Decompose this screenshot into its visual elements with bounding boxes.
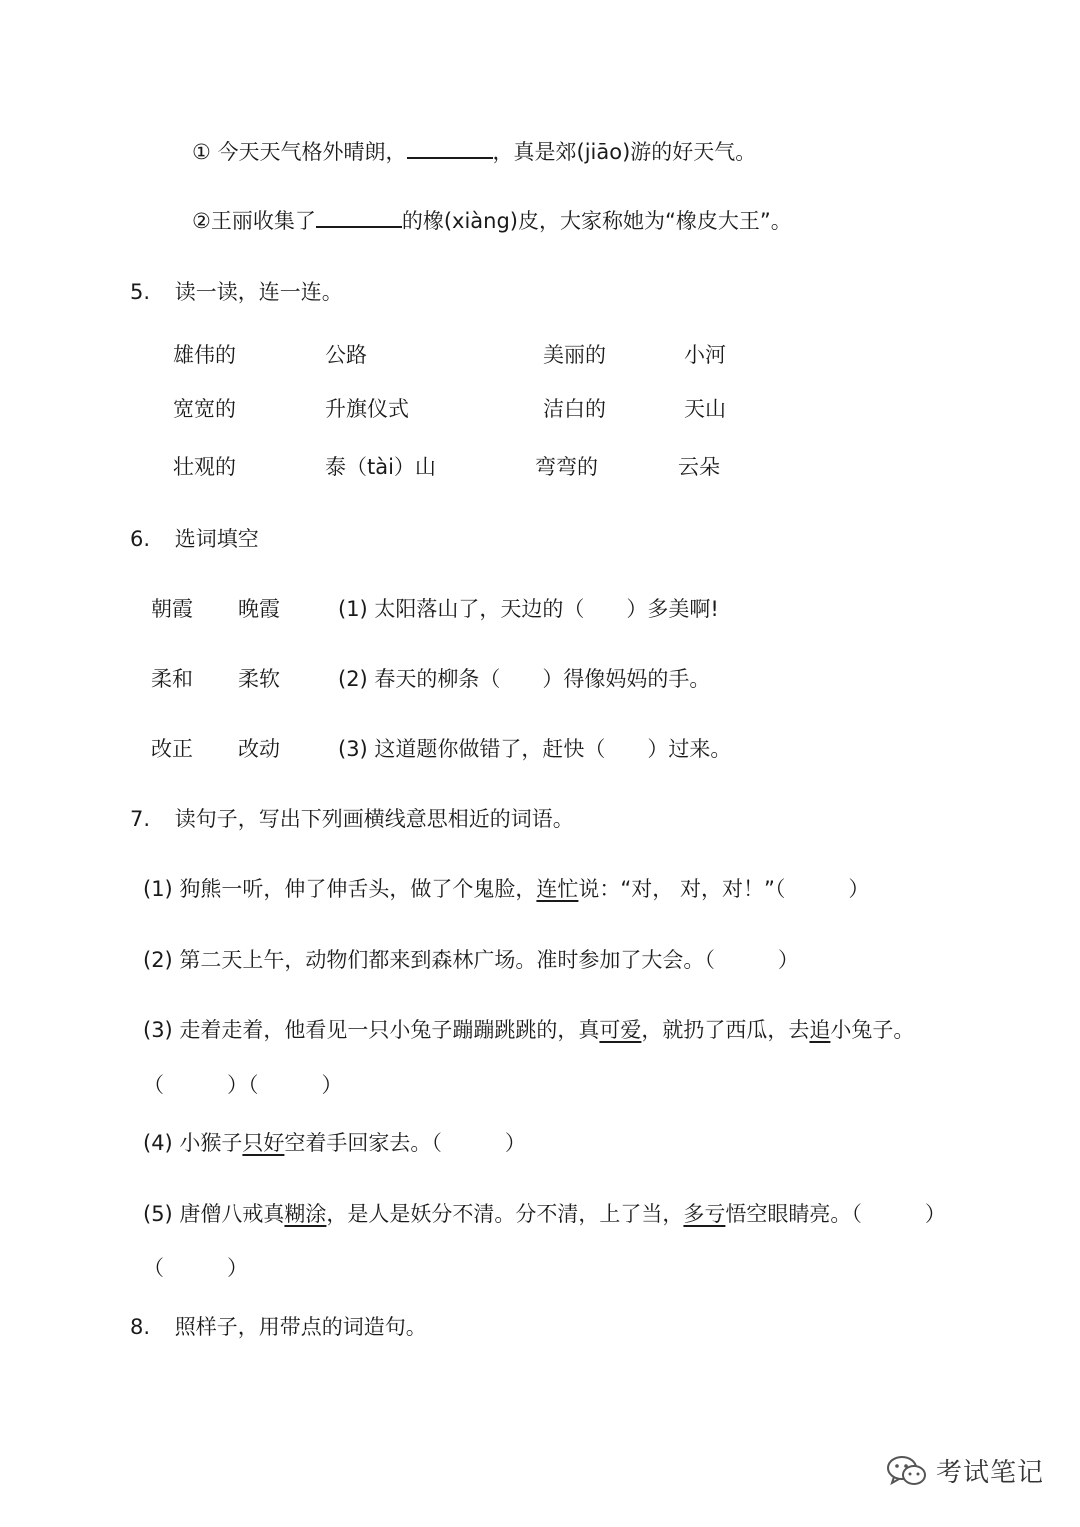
q5-word: 雄伟的 — [173, 343, 236, 367]
q5-word: 小河 — [684, 343, 726, 367]
question-title: 选词填空 — [174, 527, 259, 551]
q6-sentence: (1) 太阳落山了，天边的（ ）多美啊! — [338, 597, 719, 621]
q6-sentence: (3) 这道题你做错了，赶快（ ）过来。 — [338, 737, 732, 761]
q5-word: 壮观的 — [173, 455, 236, 479]
question-title: 读一读，连一连。 — [174, 280, 343, 304]
fill-blank[interactable] — [316, 206, 402, 228]
question-number: 7. — [130, 807, 151, 831]
q6-heading — [130, 524, 259, 554]
q5-word: 升旗仪式 — [325, 397, 409, 421]
q7-sentence-2: (2) 第二天上午，动物们都来到森林广场。准时参加了大会。（ ） — [143, 948, 799, 972]
q5-word: 泰（tài）山 — [325, 455, 436, 479]
underlined-word: 糊涂 — [284, 1202, 327, 1226]
q7-answer-blanks[interactable]: （ ）（ ） — [143, 1073, 343, 1097]
q8-heading — [130, 1312, 427, 1342]
q5-heading — [130, 277, 343, 307]
watermark — [886, 1452, 1044, 1489]
question-number: 5. — [130, 280, 151, 304]
q4-item-2: ②王丽收集了 的橡(xiàng)皮，大家称她为“橡皮大王”。 — [192, 206, 792, 236]
q5-word: 宽宽的 — [173, 397, 236, 421]
q7-sentence-4: (4) 小猴子只好空着手回家去。（ ） — [143, 1131, 526, 1155]
question-title: 照样子，用带点的词造句。 — [174, 1315, 427, 1339]
underlined-word: 只好 — [242, 1131, 285, 1155]
q7-heading — [130, 804, 574, 834]
q6-option: 晚霞 — [238, 597, 280, 621]
q5-word: 云朵 — [678, 455, 720, 479]
question-title: 读句子，写出下列画横线意思相近的词语。 — [174, 807, 574, 831]
underlined-word: 连忙 — [536, 877, 579, 901]
watermark-text: 考试笔记 — [936, 1458, 1045, 1488]
underlined-word: 多亏 — [683, 1202, 726, 1226]
q6-option: 柔软 — [238, 667, 280, 691]
question-number: 8. — [130, 1315, 151, 1339]
q5-word: 公路 — [325, 343, 367, 367]
q7-sentence-5: (5) 唐僧八戒真糊涂，是人是妖分不清。分不清，上了当，多亏悟空眼睛亮。（ ） — [143, 1202, 946, 1226]
q5-word: 洁白的 — [543, 397, 606, 421]
q6-option: 朝霞 — [151, 597, 193, 621]
q6-option: 柔和 — [151, 667, 193, 691]
q6-option: 改动 — [238, 737, 280, 761]
q7-sentence-1: (1) 狗熊一听，伸了伸舌头，做了个鬼脸，连忙说：“对， 对，对！”（ ） — [143, 877, 870, 901]
circled-number: ① — [192, 140, 211, 164]
q6-sentence: (2) 春天的柳条（ ）得像妈妈的手。 — [338, 667, 711, 691]
q6-option: 改正 — [151, 737, 193, 761]
q4-item-1: ① 今天天气格外晴朗， ，真是郊(jiāo)游的好天气。 — [192, 137, 756, 167]
fill-blank[interactable] — [407, 137, 493, 159]
q5-word: 天山 — [684, 397, 726, 421]
q7-answer-blanks[interactable]: （ ） — [143, 1256, 248, 1280]
underlined-word: 可爱 — [599, 1018, 642, 1042]
underlined-word: 追 — [809, 1018, 831, 1042]
q5-word: 弯弯的 — [535, 455, 598, 479]
wechat-icon — [886, 1453, 928, 1489]
q5-word: 美丽的 — [543, 343, 606, 367]
question-number: 6. — [130, 527, 151, 551]
q7-sentence-3: (3) 走着走着，他看见一只小兔子蹦蹦跳跳的，真可爱，就扔了西瓜，去追小兔子。 — [143, 1018, 915, 1042]
